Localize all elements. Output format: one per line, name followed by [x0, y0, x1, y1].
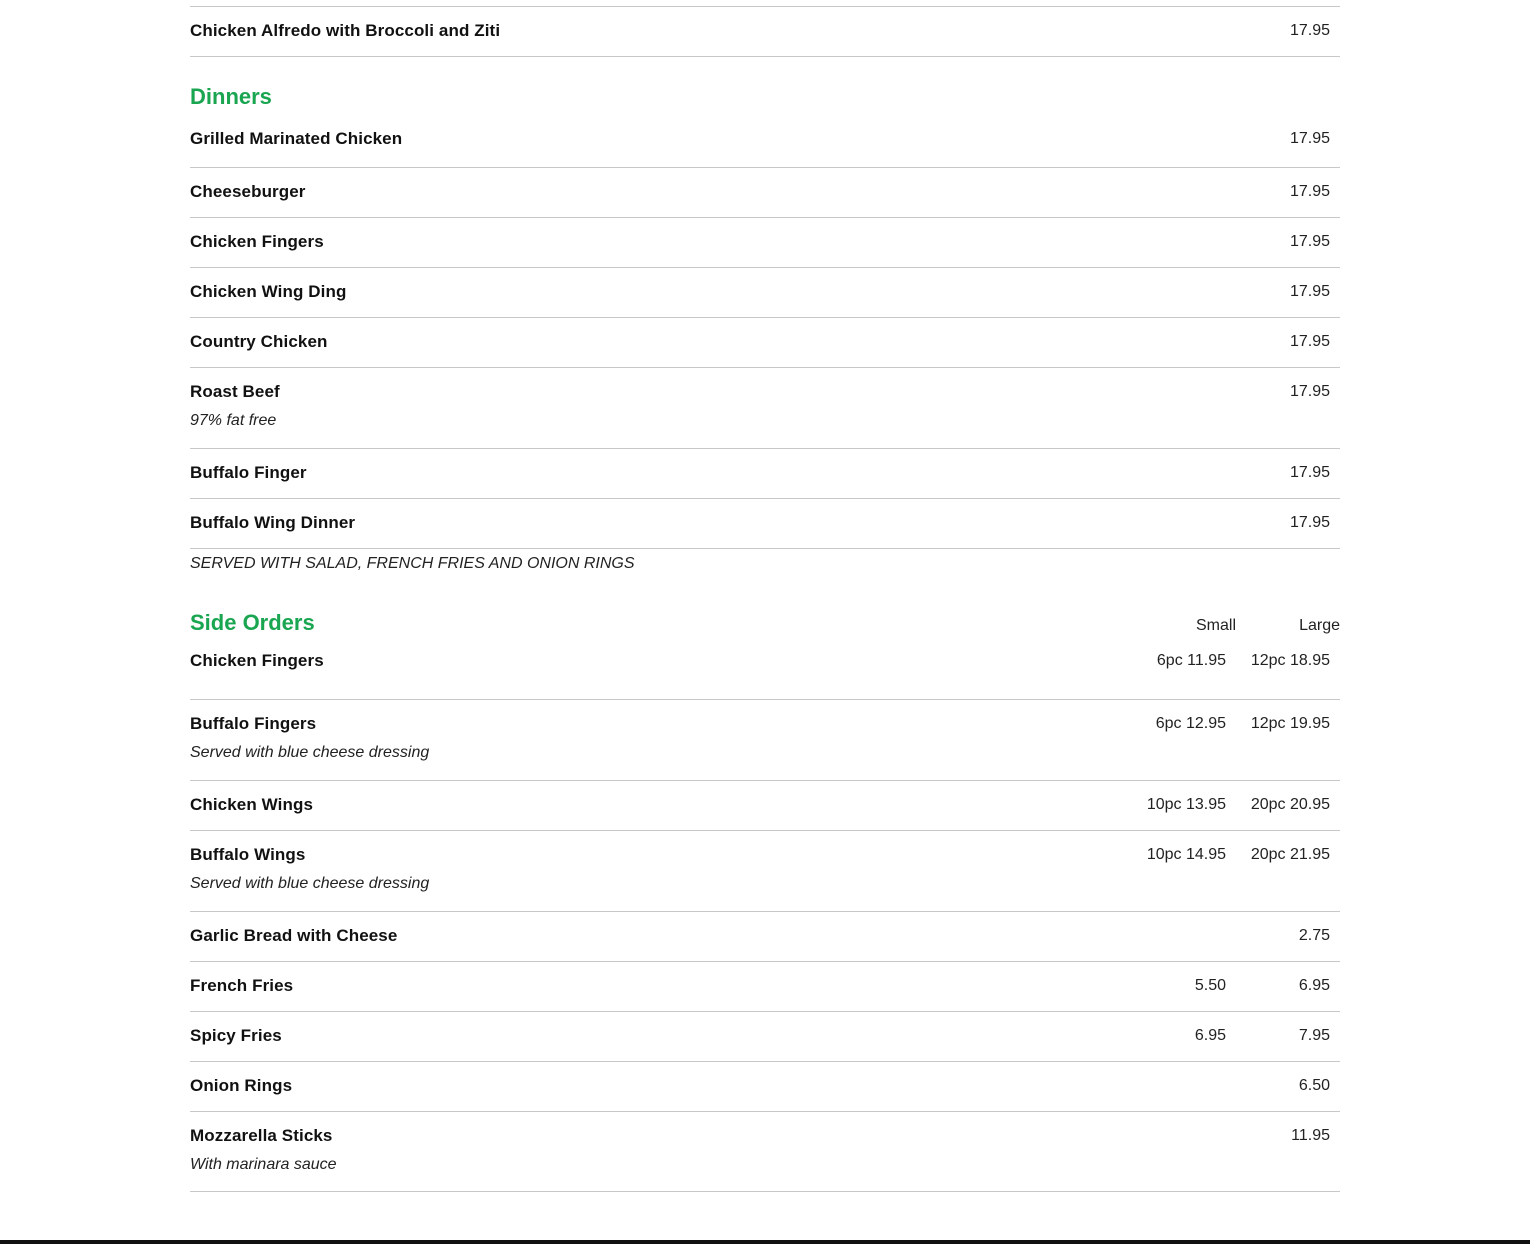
menu-item-row	[190, 637, 1340, 699]
menu-item-row	[190, 1011, 1340, 1061]
side-orders-section-header	[190, 589, 1340, 637]
menu-item-row	[190, 498, 1340, 548]
item-price: 17.95	[1289, 464, 1330, 481]
item-description: Served with blue cheese dressing	[190, 744, 430, 761]
item-price-small: 6pc 12.95	[1155, 715, 1226, 732]
item-name: Chicken Wing Ding	[190, 282, 347, 301]
section-note: SERVED WITH SALAD, FRENCH FRIES AND ONION RINGS	[190, 555, 635, 572]
item-name: Chicken Wings	[190, 795, 313, 814]
item-name: Spicy Fries	[190, 1026, 282, 1045]
footer-divider	[0, 1240, 1530, 1244]
item-price-large: 20pc 21.95	[1250, 846, 1330, 863]
size-header-large: Large	[1299, 617, 1340, 634]
item-price-small: 10pc 14.95	[1146, 846, 1226, 863]
menu-item-row	[190, 699, 1340, 780]
item-name: Garlic Bread with Cheese	[190, 926, 398, 945]
item-price-large: 6.50	[1298, 1077, 1330, 1094]
item-name: Buffalo Finger	[190, 463, 307, 482]
menu-item-row	[190, 107, 1340, 167]
item-description: With marinara sauce	[190, 1156, 337, 1173]
item-name: Chicken Alfredo with Broccoli and Ziti	[190, 21, 501, 40]
item-price-small: 6pc 11.95	[1156, 652, 1226, 669]
section-note-row	[190, 548, 1340, 589]
section-title: Side Orders	[190, 610, 315, 635]
menu-item-row	[190, 267, 1340, 317]
item-name: Chicken Fingers	[190, 651, 324, 670]
item-price: 17.95	[1289, 383, 1330, 400]
menu-item-row	[190, 367, 1340, 448]
item-price-large: 12pc 18.95	[1250, 652, 1330, 669]
menu-item-row	[190, 1061, 1340, 1111]
menu-item-row	[190, 780, 1340, 830]
menu-item-row	[190, 448, 1340, 498]
section-title: Dinners	[190, 84, 272, 109]
item-name: Chicken Fingers	[190, 232, 324, 251]
item-price: 17.95	[1289, 130, 1330, 147]
menu-item-row	[190, 217, 1340, 267]
item-price-large: 6.95	[1298, 977, 1330, 994]
size-header-small: Small	[1195, 617, 1236, 634]
menu-item-row	[190, 911, 1340, 961]
item-name: French Fries	[190, 976, 294, 995]
menu-item-row	[190, 1111, 1340, 1192]
item-price: 17.95	[1289, 514, 1330, 531]
item-price-large: 12pc 19.95	[1250, 715, 1330, 732]
item-name: Buffalo Wing Dinner	[190, 513, 356, 532]
item-description: 97% fat free	[190, 412, 277, 429]
dinners-section-header	[190, 56, 1340, 107]
item-name: Mozzarella Sticks	[190, 1126, 333, 1145]
item-price-small: 10pc 13.95	[1146, 796, 1226, 813]
item-name: Grilled Marinated Chicken	[190, 129, 403, 148]
item-price: 17.95	[1289, 283, 1330, 300]
item-name: Buffalo Fingers	[190, 714, 317, 733]
item-price: 17.95	[1289, 233, 1330, 250]
item-price: 17.95	[1289, 333, 1330, 350]
item-price: 17.95	[1289, 183, 1330, 200]
menu-item-row	[190, 6, 1340, 56]
menu-item-row	[190, 167, 1340, 217]
menu-item-row	[190, 830, 1340, 911]
item-name: Country Chicken	[190, 332, 328, 351]
item-name: Buffalo Wings	[190, 845, 306, 864]
menu-item-row	[190, 317, 1340, 367]
menu-item-row	[190, 961, 1340, 1011]
item-name: Cheeseburger	[190, 182, 306, 201]
item-name: Roast Beef	[190, 382, 280, 401]
item-price: 17.95	[1289, 22, 1330, 39]
item-price-small: 5.50	[1194, 977, 1226, 994]
item-description: Served with blue cheese dressing	[190, 875, 430, 892]
item-name: Onion Rings	[190, 1076, 293, 1095]
item-price-large: 11.95	[1291, 1127, 1330, 1144]
menu	[190, 6, 1340, 1192]
item-price-large: 7.95	[1298, 1027, 1330, 1044]
item-price-small: 6.95	[1194, 1027, 1226, 1044]
item-price-large: 2.75	[1298, 927, 1330, 944]
item-price-large: 20pc 20.95	[1250, 796, 1330, 813]
